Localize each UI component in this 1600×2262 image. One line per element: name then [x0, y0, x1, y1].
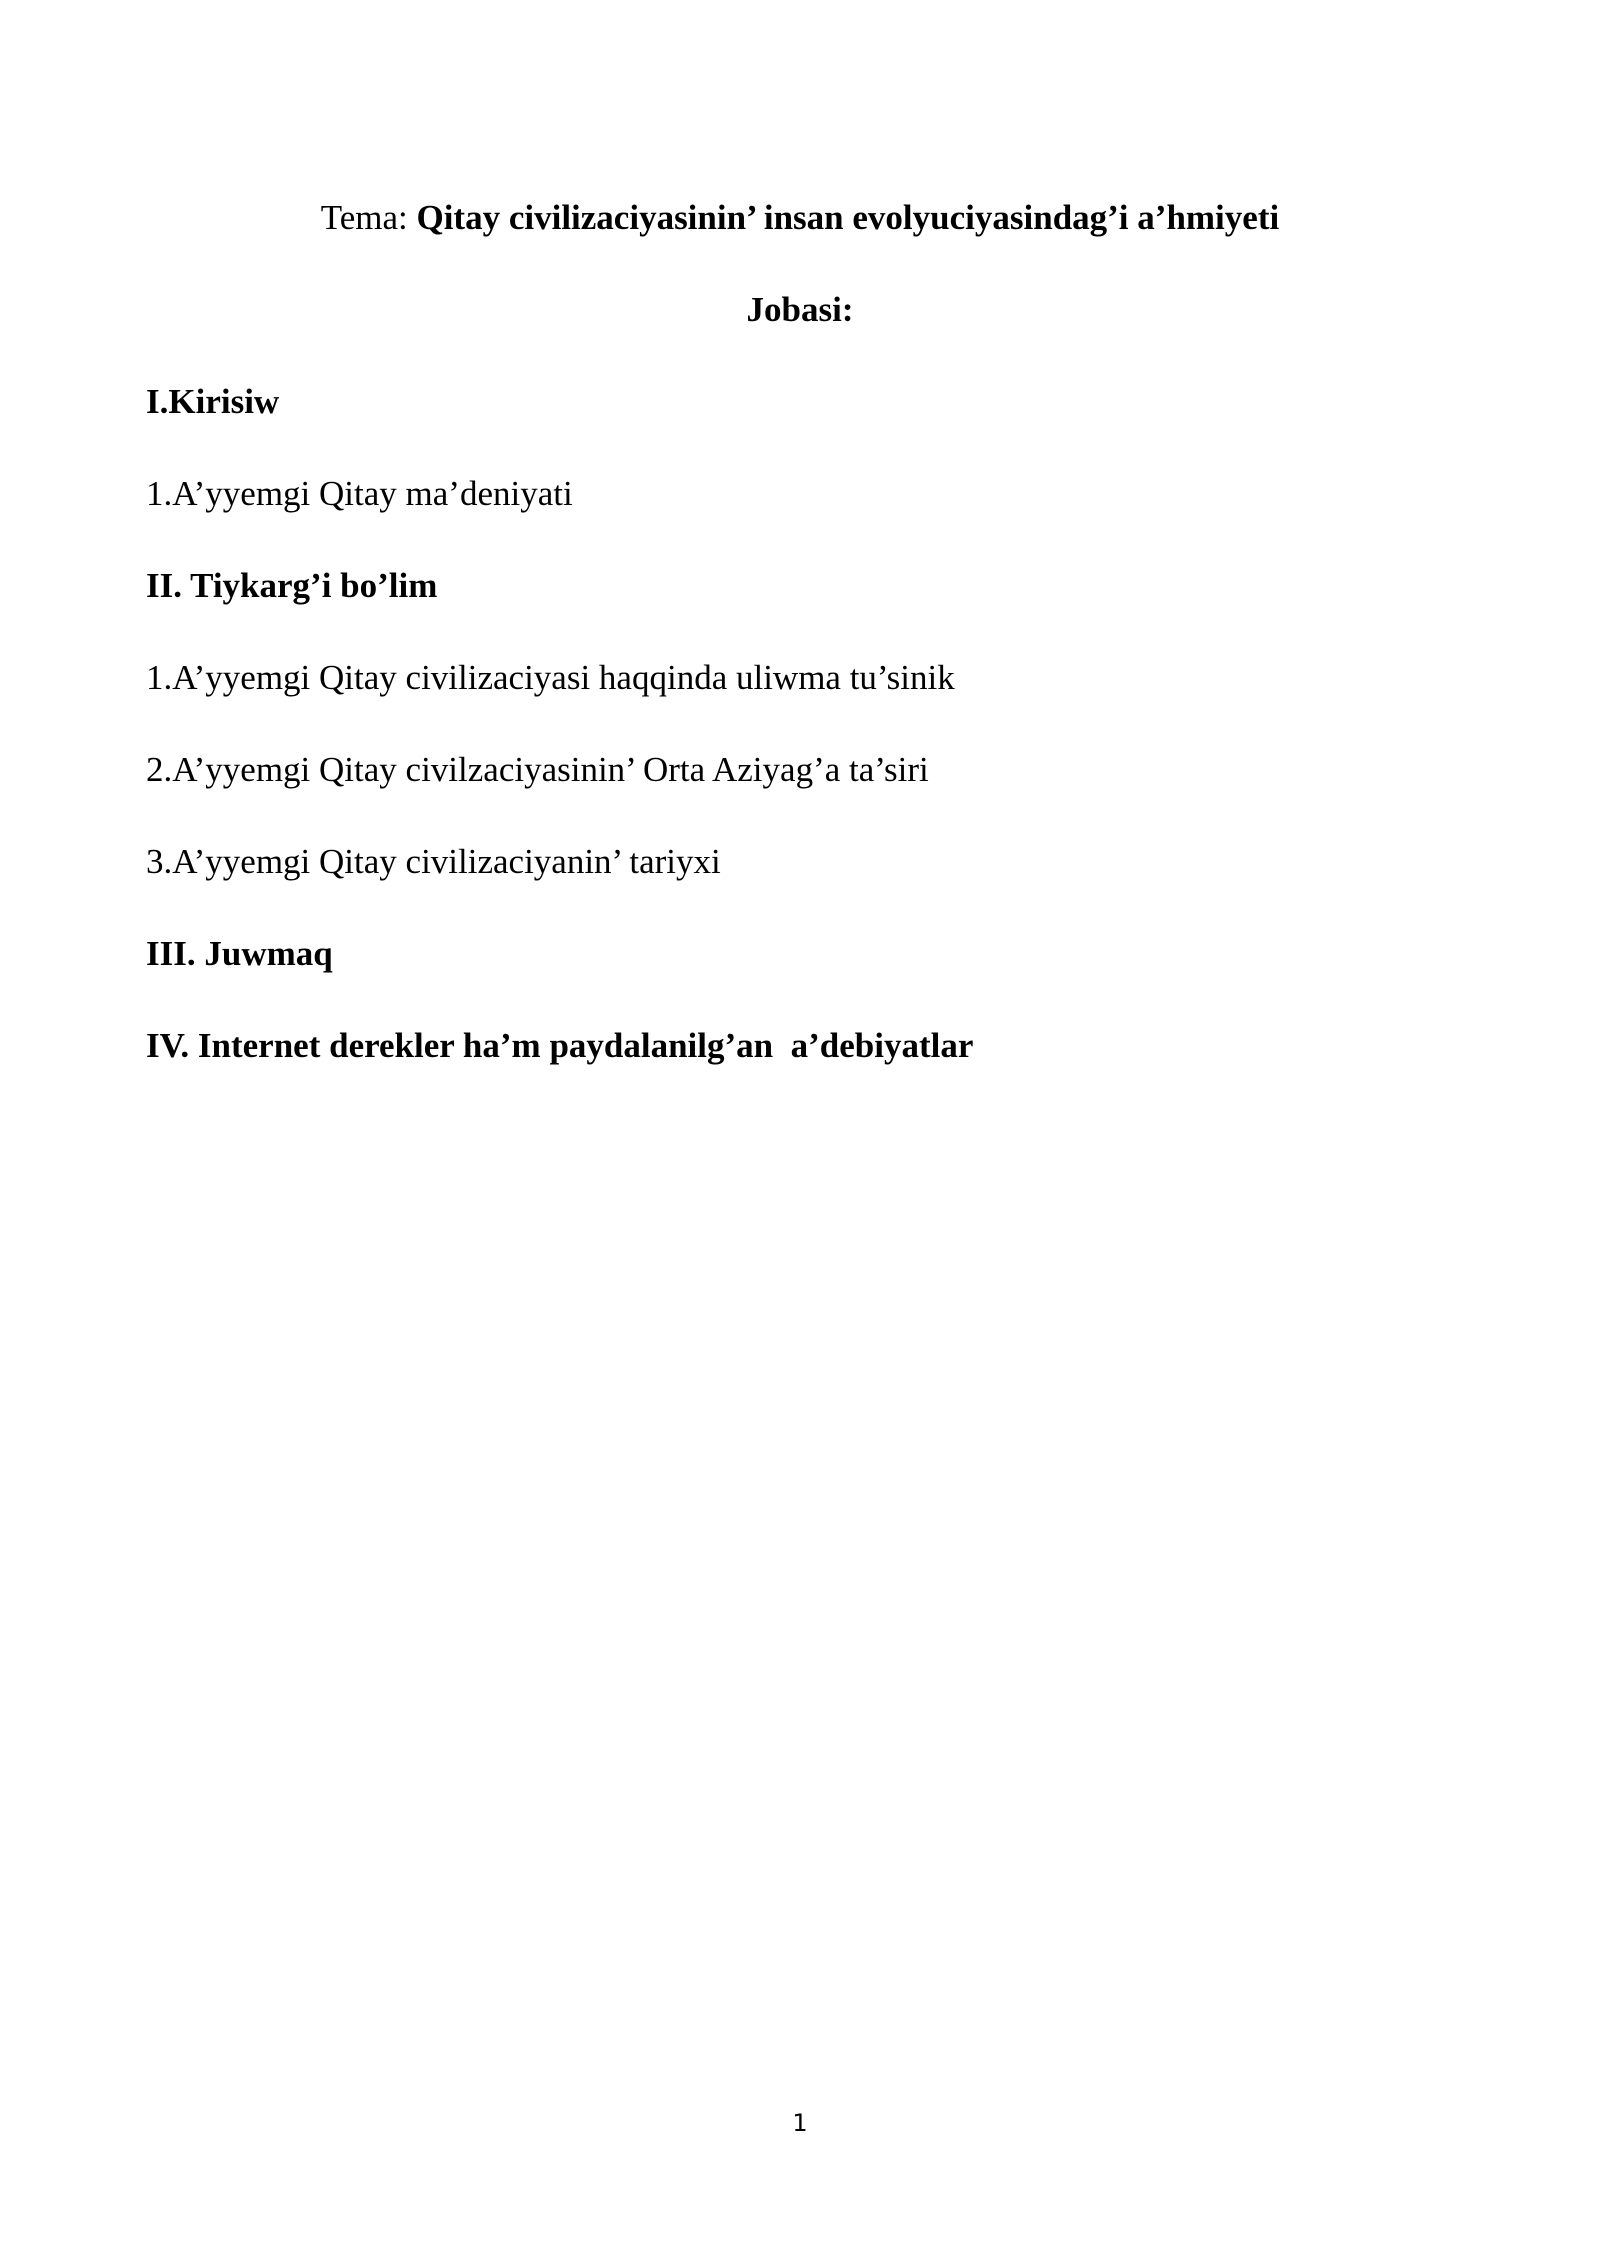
plan-heading: Jobasi: — [746, 290, 854, 329]
section-conclusion-heading: III. Juwmaq — [146, 934, 333, 973]
title-main: Qitay civilizaciyasinin’ insan evolyuciyasindag’i a’hmiyeti — [416, 198, 1280, 237]
section-main-item-3: 3.A’yyemgi Qitay civilizaciyanin’ tariyxi — [146, 842, 721, 881]
section-intro-item-1: 1.A’yyemgi Qitay ma’deniyati — [146, 474, 573, 513]
section-references-heading: IV. Internet derekler ha’m paydalanilg’an a’debiyatlar — [146, 1026, 974, 1065]
section-main-item-2: 2.A’yyemgi Qitay civilzaciyasinin’ Orta Aziyag’a ta’siri — [146, 750, 929, 789]
section-main-item-1: 1.A’yyemgi Qitay civilizaciyasi haqqinda uliwma tu’sinik — [146, 658, 955, 697]
title-prefix: Tema: — [320, 198, 417, 237]
page-number: 1 — [792, 2109, 808, 2137]
document-title — [0, 197, 1600, 239]
section-intro-heading: I.Kirisiw — [146, 382, 280, 421]
section-main-heading: II. Tiykarg’i bo’lim — [146, 566, 438, 605]
